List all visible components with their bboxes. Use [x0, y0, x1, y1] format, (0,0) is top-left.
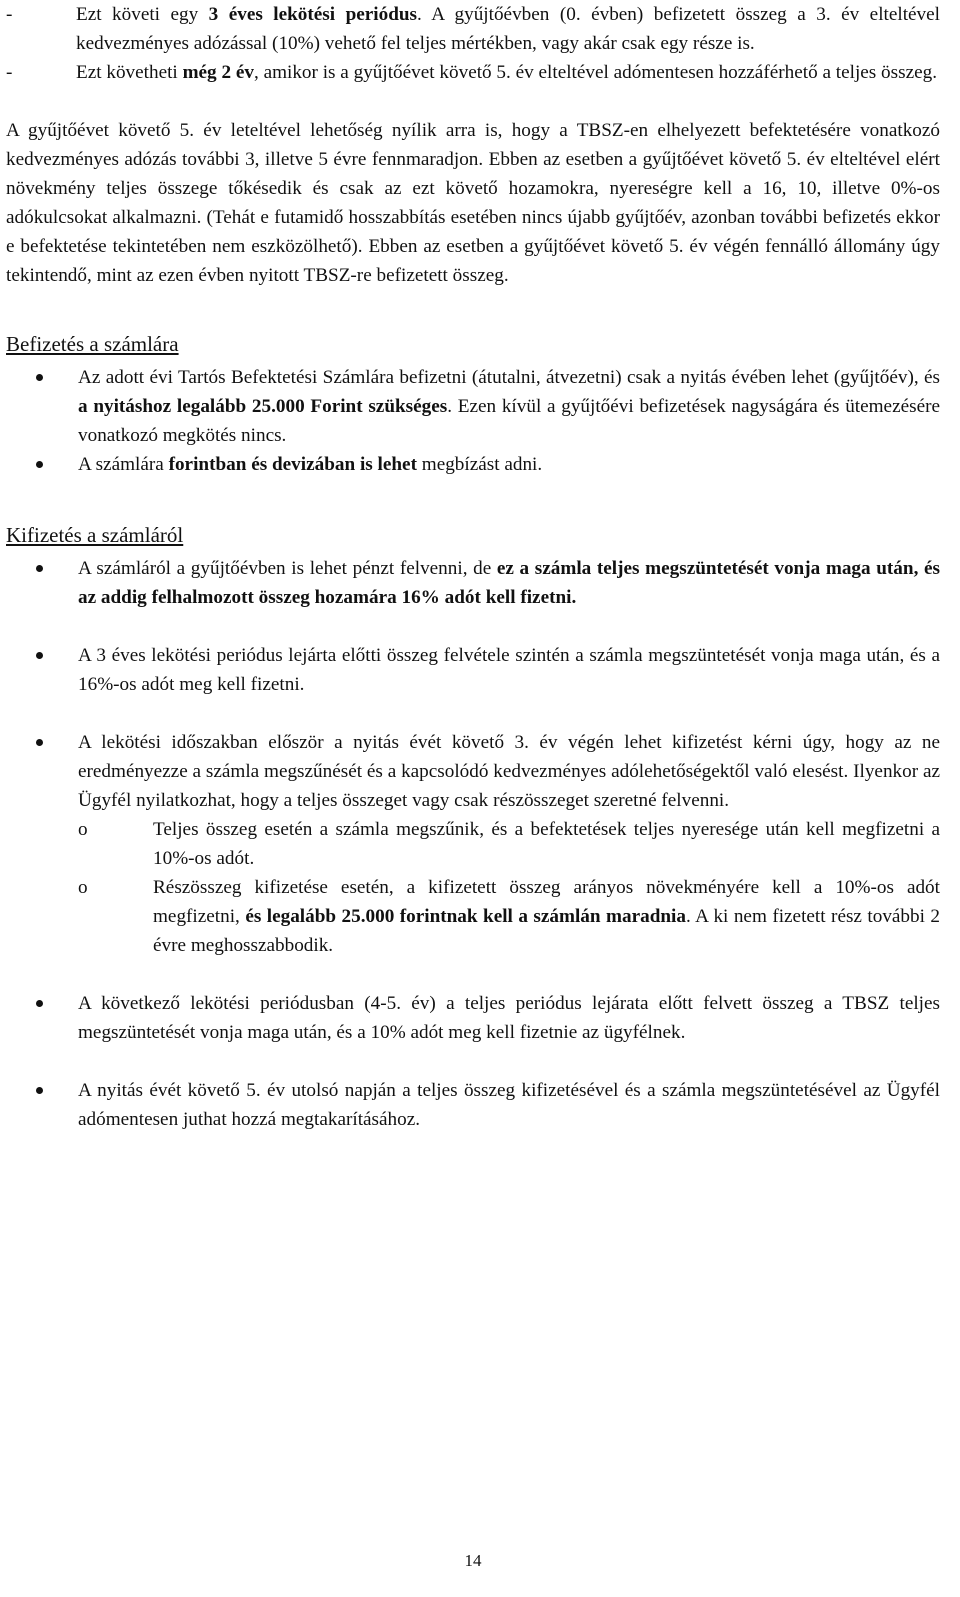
kifizetes-list [6, 554, 940, 1134]
heading-kifizetes: Kifizetés a számláról [6, 523, 184, 547]
bullet-icon [36, 461, 43, 468]
dash-marker: - [6, 4, 13, 25]
list-item: A nyitás évét követő 5. év utolsó napján a teljes összeg kifizetésével és a számla megszüntetésével az Ügyfél adómentesen juthat hozzá megtakarításához. [6, 1076, 940, 1134]
list-item: Az adott évi Tartós Befektetési Számlára befizetni (átutalni, átvezetni) csak a nyitás évében lehet (gyűjtőév), és a nyitáshoz legalább 25.000 Forint szükséges. Ezen kívül a gyűjtőévi befizetések nagyságára és ütemezésére vonatkozó megkötés nincs. [6, 363, 940, 450]
bold-lockup-period: 3 éves lekötési periódus [208, 4, 418, 25]
circle-marker: o [78, 819, 88, 840]
bullet-icon [36, 739, 43, 746]
befizetes-list [6, 363, 940, 479]
sub-list [78, 815, 940, 960]
dash-marker: - [6, 62, 13, 83]
list-item: A számlára forintban és devizában is lehet megbízást adni. [6, 450, 940, 479]
bold-extra-years: még 2 év [182, 62, 254, 83]
bullet-icon [36, 652, 43, 659]
dash-item-lockup-3y: - Ezt követi egy 3 éves lekötési periódus. A gyűjtőévben (0. évben) befizetett összeg a 3. év elteltével kedvezményes adózással (10%) vehető fel teljes mértékben, vagy akár csak egy része is. [6, 0, 940, 58]
paragraph-extension: A gyűjtőévet követő 5. év leteltével lehetőség nyílik arra is, hogy a TBSZ-en elhelyezett befektetésére vonatkozó kedvezményes adózás további 3, illetve 5 évre fennmaradjon. Ebben az esetben a gyűjtőévet követő 5. év elteltével elért növekmény teljes összege tőkésedik és csak az ezt követő hozamokra, nyereségre kell a 16, 10, illetve 0%-os adókulcsokat alkalmazni. (Tehát e futamidő hosszabbítás esetében nincs újabb gyűjtőév, azonban további befizetés ekkor e befektetése tekintetében nem eszközölhető). Ebben az esetben a gyűjtőévet követő 5. év végén fennálló állomány úgy tekintendő, mint az ezen évben nyitott TBSZ-re befizetett összeg. [6, 120, 940, 286]
page-number: 14 [464, 1551, 482, 1570]
sub-list-item: o Teljes összeg esetén a számla megszűnik, és a befektetések teljes nyeresége után kell megfizetni a 10%-os adót. [78, 815, 940, 873]
bullet-icon [36, 1000, 43, 1007]
list-item: A következő lekötési periódusban (4-5. év) a teljes periódus lejárata előtt felvett összeg a TBSZ teljes megszüntetését vonja maga után, és a 10% adót meg kell fizetnie az ügyfélnek. [6, 989, 940, 1047]
list-item: A 3 éves lekötési periódus lejárta előtti összeg felvétele szintén a számla megszüntetését vonja maga után, és a 16%-os adót meg kell fizetni. [6, 641, 940, 699]
page-content [6, 0, 940, 1134]
circle-marker: o [78, 877, 88, 898]
list-item: A lekötési időszakban először a nyitás évét követő 3. év végén lehet kifizetést kérni úgy, hogy az ne eredményezze a számla megszűnését és a kapcsolódó kedvezményes adólehetőségektől való elesést. Ilyenkor az Ügyfél nyilatkozhat, hogy a teljes összeget vagy csak részösszeget szeretné felvenni. o Teljes összeg esetén a számla megszűnik, és a befektetések teljes nyeresége után kell megfizetni a 10%-os adót. o Részösszeg kifizetése esetén, a kifizetett összeg arányos növekményére kell a 10%-os adót megfizetni, és legalább 25.000 forintnak kell a számlán maradnia. A ki nem fizetett rész további 2 évre meghosszabbodik. [6, 728, 940, 960]
list-item: A számláról a gyűjtőévben is lehet pénzt felvenni, de ez a számla teljes megszüntetését vonja maga után, és az addig felhalmozott összeg hozamára 16% adót kell fizetni. [6, 554, 940, 612]
heading-befizetes: Befizetés a számlára [6, 332, 179, 356]
bullet-icon [36, 374, 43, 381]
sub-list-item: o Részösszeg kifizetése esetén, a kifizetett összeg arányos növekményére kell a 10%-os adót megfizetni, és legalább 25.000 forintnak kell a számlán maradnia. A ki nem fizetett rész további 2 évre meghosszabbodik. [78, 873, 940, 960]
bullet-icon [36, 565, 43, 572]
bullet-icon [36, 1087, 43, 1094]
dash-item-extra-2y: - Ezt követheti még 2 év, amikor is a gyűjtőévet követő 5. év elteltével adómentesen hozzáférhető a teljes összeg. [6, 58, 940, 87]
